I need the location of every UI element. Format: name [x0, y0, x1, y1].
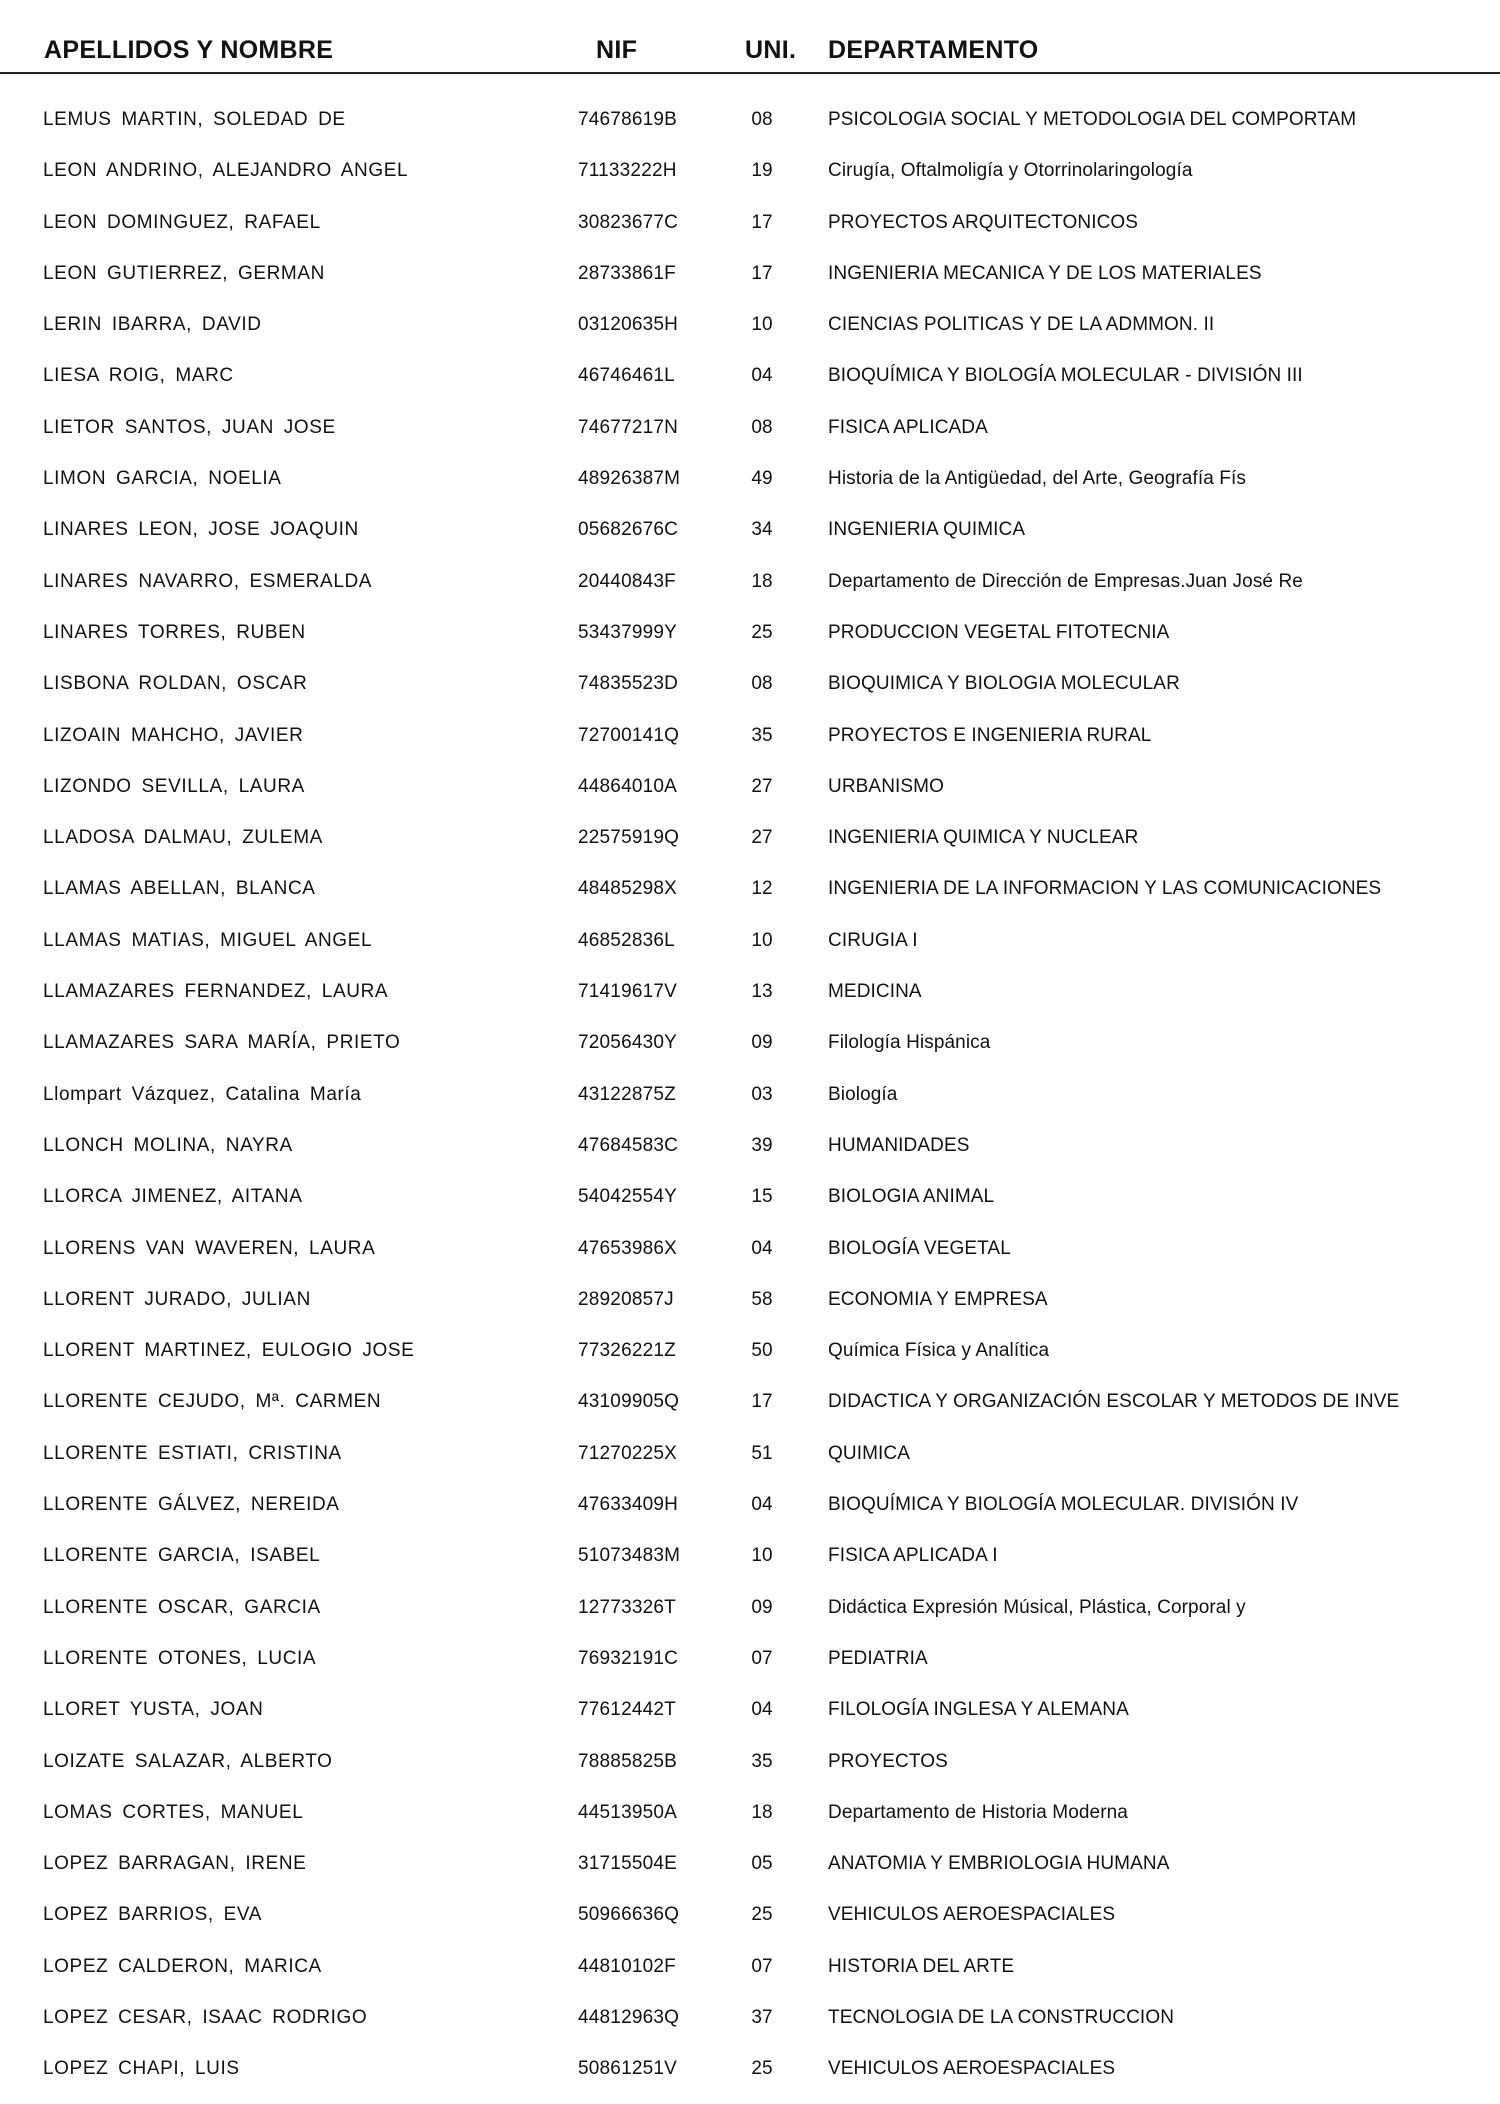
- cell-nif: 77326221Z: [578, 1340, 676, 1362]
- cell-name: LLORENTE ESTIATI, CRISTINA: [43, 1442, 342, 1464]
- cell-department: Biología: [828, 1083, 898, 1105]
- table-row: [0, 1591, 1500, 1642]
- cell-department: MEDICINA: [828, 981, 922, 1003]
- table-row: [0, 872, 1500, 923]
- cell-nif: 54042554Y: [578, 1186, 678, 1208]
- table-row: [0, 359, 1500, 410]
- cell-nif: 50966636Q: [578, 1904, 680, 1926]
- cell-nif: 72056430Y: [578, 1032, 678, 1054]
- cell-nif: 46746461L: [578, 365, 675, 387]
- cell-uni: 18: [751, 570, 773, 592]
- cell-uni: 51: [751, 1442, 773, 1464]
- cell-uni: 17: [751, 1391, 773, 1413]
- cell-nif: 71133222H: [578, 160, 677, 182]
- cell-uni: 27: [751, 775, 773, 797]
- cell-department: Filología Hispánica: [828, 1032, 991, 1054]
- cell-name: LLORENTE GÁLVEZ, NEREIDA: [43, 1494, 340, 1516]
- cell-department: BIOQUÍMICA Y BIOLOGÍA MOLECULAR - DIVISIÓN III: [828, 365, 1303, 387]
- cell-name: LOPEZ BARRAGAN, IRENE: [43, 1853, 307, 1875]
- table-row: [0, 1898, 1500, 1949]
- cell-name: LLAMAS ABELLAN, BLANCA: [43, 878, 316, 900]
- cell-uni: 15: [751, 1186, 773, 1208]
- table-row: [0, 1078, 1500, 1129]
- table-row: [0, 667, 1500, 718]
- cell-name: LLORENT MARTINEZ, EULOGIO JOSE: [43, 1340, 415, 1362]
- table-row: [0, 2001, 1500, 2052]
- cell-nif: 72700141Q: [578, 724, 680, 746]
- cell-nif: 22575919Q: [578, 827, 680, 849]
- cell-nif: 05682676C: [578, 519, 679, 541]
- cell-name: LEON GUTIERREZ, GERMAN: [43, 262, 325, 284]
- table-row: [0, 1796, 1500, 1847]
- cell-name: LINARES LEON, JOSE JOAQUIN: [43, 519, 359, 541]
- cell-name: LLORCA JIMENEZ, AITANA: [43, 1186, 303, 1208]
- cell-nif: 43109905Q: [578, 1391, 680, 1413]
- cell-department: CIENCIAS POLITICAS Y DE LA ADMMON. II: [828, 314, 1215, 336]
- column-header-name: APELLIDOS Y NOMBRE: [44, 36, 334, 64]
- cell-nif: 51073483M: [578, 1545, 681, 1567]
- cell-department: VEHICULOS AEROESPACIALES: [828, 2058, 1116, 2080]
- cell-nif: 47653986X: [578, 1237, 678, 1259]
- cell-nif: 46852836L: [578, 929, 675, 951]
- cell-uni: 17: [751, 211, 773, 233]
- cell-nif: 30823677C: [578, 211, 679, 233]
- cell-uni: 05: [751, 1853, 773, 1875]
- cell-name: LLORENTE CEJUDO, Mª. CARMEN: [43, 1391, 382, 1413]
- cell-uni: 34: [751, 519, 773, 541]
- cell-name: LIMON GARCIA, NOELIA: [43, 468, 282, 490]
- cell-name: LIETOR SANTOS, JUAN JOSE: [43, 416, 336, 438]
- table-row: [0, 1539, 1500, 1590]
- cell-uni: 13: [751, 981, 773, 1003]
- cell-name: LOPEZ BARRIOS, EVA: [43, 1904, 263, 1926]
- table-row: [0, 1180, 1500, 1231]
- cell-department: PROYECTOS E INGENIERIA RURAL: [828, 724, 1152, 746]
- cell-uni: 12: [751, 878, 773, 900]
- cell-uni: 18: [751, 1801, 773, 1823]
- cell-uni: 07: [751, 1955, 773, 1977]
- cell-department: FISICA APLICADA: [828, 416, 988, 438]
- cell-nif: 71419617V: [578, 981, 678, 1003]
- cell-name: LEON DOMINGUEZ, RAFAEL: [43, 211, 321, 233]
- cell-nif: 43122875Z: [578, 1083, 676, 1105]
- cell-department: Química Física y Analítica: [828, 1340, 1050, 1362]
- cell-uni: 27: [751, 827, 773, 849]
- cell-nif: 74677217N: [578, 416, 679, 438]
- cell-uni: 25: [751, 2058, 773, 2080]
- table-row: [0, 770, 1500, 821]
- cell-name: LLAMAZARES FERNANDEZ, LAURA: [43, 981, 389, 1003]
- cell-department: URBANISMO: [828, 775, 944, 797]
- cell-department: DIDACTICA Y ORGANIZACIÓN ESCOLAR Y METODOS DE INVE: [828, 1391, 1400, 1413]
- cell-nif: 74678619B: [578, 109, 678, 130]
- table-row: [0, 1385, 1500, 1436]
- cell-name: LLORET YUSTA, JOAN: [43, 1699, 264, 1721]
- cell-nif: 20440843F: [578, 570, 676, 592]
- cell-department: FILOLOGÍA INGLESA Y ALEMANA: [828, 1699, 1129, 1721]
- cell-department: BIOLOGIA ANIMAL: [828, 1186, 995, 1208]
- cell-department: ECONOMIA Y EMPRESA: [828, 1288, 1048, 1310]
- cell-department: HUMANIDADES: [828, 1134, 970, 1156]
- cell-uni: 10: [751, 314, 773, 336]
- cell-department: INGENIERIA MECANICA Y DE LOS MATERIALES: [828, 262, 1262, 284]
- table-row: [0, 1693, 1500, 1744]
- cell-uni: 07: [751, 1647, 773, 1669]
- cell-nif: 31715504E: [578, 1853, 678, 1875]
- cell-department: INGENIERIA QUIMICA: [828, 519, 1026, 541]
- table-row: [0, 308, 1500, 359]
- table-row: [0, 103, 1500, 154]
- cell-department: BIOQUIMICA Y BIOLOGIA MOLECULAR: [828, 673, 1180, 695]
- cell-uni: 49: [751, 468, 773, 490]
- cell-uni: 08: [751, 109, 773, 130]
- cell-uni: 19: [751, 160, 773, 182]
- cell-uni: 10: [751, 929, 773, 951]
- cell-nif: 48485298X: [578, 878, 678, 900]
- cell-uni: 39: [751, 1134, 773, 1156]
- table-row: [0, 1950, 1500, 2001]
- cell-department: VEHICULOS AEROESPACIALES: [828, 1904, 1116, 1926]
- table-header: [0, 36, 1500, 72]
- cell-department: INGENIERIA DE LA INFORMACION Y LAS COMUNICACIONES: [828, 878, 1382, 900]
- cell-uni: 17: [751, 262, 773, 284]
- cell-name: LOMAS CORTES, MANUEL: [43, 1801, 304, 1823]
- cell-department: TECNOLOGIA DE LA CONSTRUCCION: [828, 2006, 1175, 2028]
- cell-nif: 28733861F: [578, 262, 676, 284]
- table-row: [0, 924, 1500, 975]
- cell-uni: 04: [751, 1494, 773, 1516]
- table-row: [0, 616, 1500, 667]
- cell-name: LEON ANDRINO, ALEJANDRO ANGEL: [43, 160, 409, 182]
- cell-nif: 44812963Q: [578, 2006, 680, 2028]
- table-row: [0, 513, 1500, 564]
- table-row: [0, 975, 1500, 1026]
- table-row: [0, 411, 1500, 462]
- cell-department: PROYECTOS: [828, 1750, 948, 1772]
- cell-department: Didáctica Expresión Músical, Plástica, Corporal y: [828, 1596, 1246, 1618]
- cell-nif: 53437999Y: [578, 621, 678, 643]
- cell-department: PROYECTOS ARQUITECTONICOS: [828, 211, 1139, 233]
- cell-name: Llompart Vázquez, Catalina María: [43, 1083, 362, 1105]
- cell-name: LERIN IBARRA, DAVID: [43, 314, 262, 336]
- cell-name: LIESA ROIG, MARC: [43, 365, 234, 387]
- table-row: [0, 1847, 1500, 1898]
- cell-nif: 47633409H: [578, 1494, 679, 1516]
- cell-nif: 76932191C: [578, 1647, 679, 1669]
- column-header-uni: UNI.: [745, 36, 797, 64]
- cell-name: LLAMAZARES SARA MARÍA, PRIETO: [43, 1032, 401, 1054]
- cell-uni: 35: [751, 724, 773, 746]
- cell-department: FISICA APLICADA I: [828, 1545, 998, 1567]
- cell-department: INGENIERIA QUIMICA Y NUCLEAR: [828, 827, 1139, 849]
- cell-nif: 28920857J: [578, 1288, 674, 1310]
- staff-list: [0, 103, 1500, 2104]
- cell-name: LOPEZ CESAR, ISAAC RODRIGO: [43, 2006, 368, 2028]
- cell-name: LLONCH MOLINA, NAYRA: [43, 1134, 293, 1156]
- table-row: [0, 257, 1500, 308]
- table-row: [0, 1488, 1500, 1539]
- cell-nif: 44513950A: [578, 1801, 678, 1823]
- table-row: [0, 462, 1500, 513]
- cell-department: Historia de la Antigüedad, del Arte, Geografía Fís: [828, 468, 1246, 490]
- cell-uni: 37: [751, 2006, 773, 2028]
- cell-department: QUIMICA: [828, 1442, 910, 1464]
- cell-uni: 09: [751, 1032, 773, 1054]
- cell-name: LISBONA ROLDAN, OSCAR: [43, 673, 308, 695]
- cell-uni: 04: [751, 1237, 773, 1259]
- cell-uni: 25: [751, 1904, 773, 1926]
- cell-uni: 04: [751, 365, 773, 387]
- cell-name: LLORENS VAN WAVEREN, LAURA: [43, 1237, 376, 1259]
- header-divider: [0, 72, 1500, 74]
- table-row: [0, 821, 1500, 872]
- cell-nif: 44864010A: [578, 775, 678, 797]
- cell-uni: 08: [751, 416, 773, 438]
- table-row: [0, 1026, 1500, 1077]
- cell-nif: 78885825B: [578, 1750, 678, 1772]
- table-row: [0, 1334, 1500, 1385]
- cell-uni: 09: [751, 1596, 773, 1618]
- cell-nif: 03120635H: [578, 314, 679, 336]
- table-row: [0, 206, 1500, 257]
- cell-name: LINARES TORRES, RUBEN: [43, 621, 306, 643]
- cell-uni: 25: [751, 621, 773, 643]
- cell-nif: 12773326T: [578, 1596, 676, 1618]
- cell-name: LOPEZ CHAPI, LUIS: [43, 2058, 240, 2080]
- cell-department: CIRUGIA I: [828, 929, 918, 951]
- cell-nif: 74835523D: [578, 673, 679, 695]
- cell-department: Cirugía, Oftalmoligía y Otorrinolaringología: [828, 160, 1193, 182]
- cell-name: LLORENTE OSCAR, GARCIA: [43, 1596, 321, 1618]
- cell-uni: 08: [751, 673, 773, 695]
- cell-name: LEMUS MARTIN, SOLEDAD DE: [43, 109, 346, 130]
- cell-department: BIOLOGÍA VEGETAL: [828, 1237, 1011, 1259]
- table-row: [0, 1283, 1500, 1334]
- table-row: [0, 1129, 1500, 1180]
- table-row: [0, 154, 1500, 205]
- cell-nif: 44810102F: [578, 1955, 676, 1977]
- cell-name: LLAMAS MATIAS, MIGUEL ANGEL: [43, 929, 373, 951]
- cell-department: PEDIATRIA: [828, 1647, 928, 1669]
- cell-department: Departamento de Historia Moderna: [828, 1801, 1128, 1823]
- cell-uni: 03: [751, 1083, 773, 1105]
- cell-nif: 50861251V: [578, 2058, 678, 2080]
- cell-name: LLORENTE OTONES, LUCIA: [43, 1647, 317, 1669]
- cell-uni: 50: [751, 1340, 773, 1362]
- table-row: [0, 565, 1500, 616]
- cell-name: LOIZATE SALAZAR, ALBERTO: [43, 1750, 333, 1772]
- table-row: [0, 1232, 1500, 1283]
- cell-nif: 77612442T: [578, 1699, 676, 1721]
- cell-uni: 04: [751, 1699, 773, 1721]
- cell-department: BIOQUÍMICA Y BIOLOGÍA MOLECULAR. DIVISIÓN IV: [828, 1494, 1299, 1516]
- cell-uni: 10: [751, 1545, 773, 1567]
- cell-name: LIZONDO SEVILLA, LAURA: [43, 775, 305, 797]
- cell-uni: 35: [751, 1750, 773, 1772]
- cell-nif: 71270225X: [578, 1442, 678, 1464]
- cell-name: LIZOAIN MAHCHO, JAVIER: [43, 724, 304, 746]
- cell-nif: 47684583C: [578, 1134, 679, 1156]
- cell-name: LOPEZ CALDERON, MARICA: [43, 1955, 322, 1977]
- cell-name: LINARES NAVARRO, ESMERALDA: [43, 570, 373, 592]
- cell-name: LLORENTE GARCIA, ISABEL: [43, 1545, 321, 1567]
- table-row: [0, 719, 1500, 770]
- table-row: [0, 2052, 1500, 2103]
- cell-department: PRODUCCION VEGETAL FITOTECNIA: [828, 621, 1170, 643]
- cell-department: HISTORIA DEL ARTE: [828, 1955, 1015, 1977]
- cell-name: LLADOSA DALMAU, ZULEMA: [43, 827, 323, 849]
- cell-department: Departamento de Dirección de Empresas.Juan José Re: [828, 570, 1303, 592]
- column-header-department: DEPARTAMENTO: [828, 36, 1039, 64]
- cell-department: PSICOLOGIA SOCIAL Y METODOLOGIA DEL COMPORTAM: [828, 109, 1357, 130]
- table-row: [0, 1642, 1500, 1693]
- cell-uni: 58: [751, 1288, 773, 1310]
- cell-department: ANATOMIA Y EMBRIOLOGIA HUMANA: [828, 1853, 1170, 1875]
- table-row: [0, 1745, 1500, 1796]
- cell-nif: 48926387M: [578, 468, 681, 490]
- cell-name: LLORENT JURADO, JULIAN: [43, 1288, 311, 1310]
- table-row: [0, 1437, 1500, 1488]
- column-header-nif: NIF: [596, 36, 638, 64]
